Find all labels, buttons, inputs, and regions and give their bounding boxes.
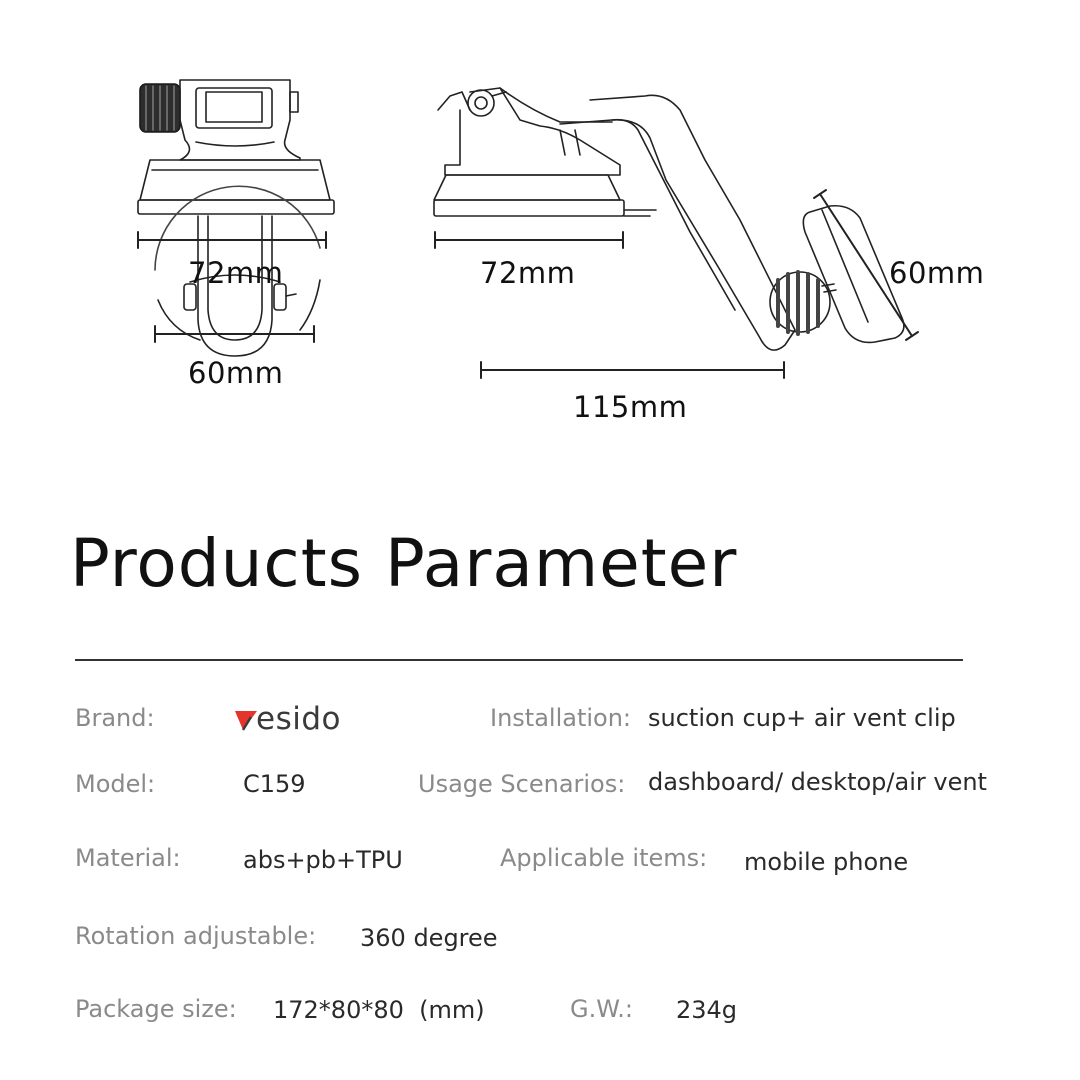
brand-logo	[233, 697, 341, 741]
material-value: abs+pb+TPU	[243, 846, 403, 874]
package-value: 172*80*80 (mm)	[273, 996, 485, 1024]
product-dimension-diagram	[0, 0, 1080, 460]
front-cup-label: 60mm	[188, 356, 284, 390]
rotation-label: Rotation adjustable:	[75, 922, 317, 950]
rotation-value: 360 degree	[360, 924, 498, 952]
brand-label: Brand:	[75, 704, 155, 732]
front-width-label: 72mm	[188, 256, 284, 290]
side-view-drawing	[434, 88, 918, 378]
gw-label: G.W.:	[570, 995, 633, 1023]
gw-value: 234g	[676, 996, 738, 1024]
material-label: Material:	[75, 844, 181, 872]
usage-value: dashboard/ desktop/air vent	[648, 768, 987, 796]
model-value: C159	[243, 770, 306, 798]
head-diameter-label: 60mm	[889, 256, 985, 290]
installation-label: Installation:	[490, 704, 632, 732]
dimension-drawings	[0, 0, 1080, 460]
page-title: Products Parameter	[70, 525, 738, 602]
usage-label: Usage Scenarios:	[418, 770, 626, 798]
package-label: Package size:	[75, 995, 237, 1023]
model-label: Model:	[75, 770, 156, 798]
brand-wordmark: esido	[256, 701, 341, 737]
front-view-drawing	[138, 80, 334, 356]
divider	[75, 659, 963, 661]
applicable-label: Applicable items:	[500, 844, 708, 872]
installation-value: suction cup+ air vent clip	[648, 704, 956, 732]
side-length-label: 115mm	[573, 390, 688, 424]
applicable-value: mobile phone	[744, 848, 909, 876]
side-width-label: 72mm	[480, 256, 576, 290]
